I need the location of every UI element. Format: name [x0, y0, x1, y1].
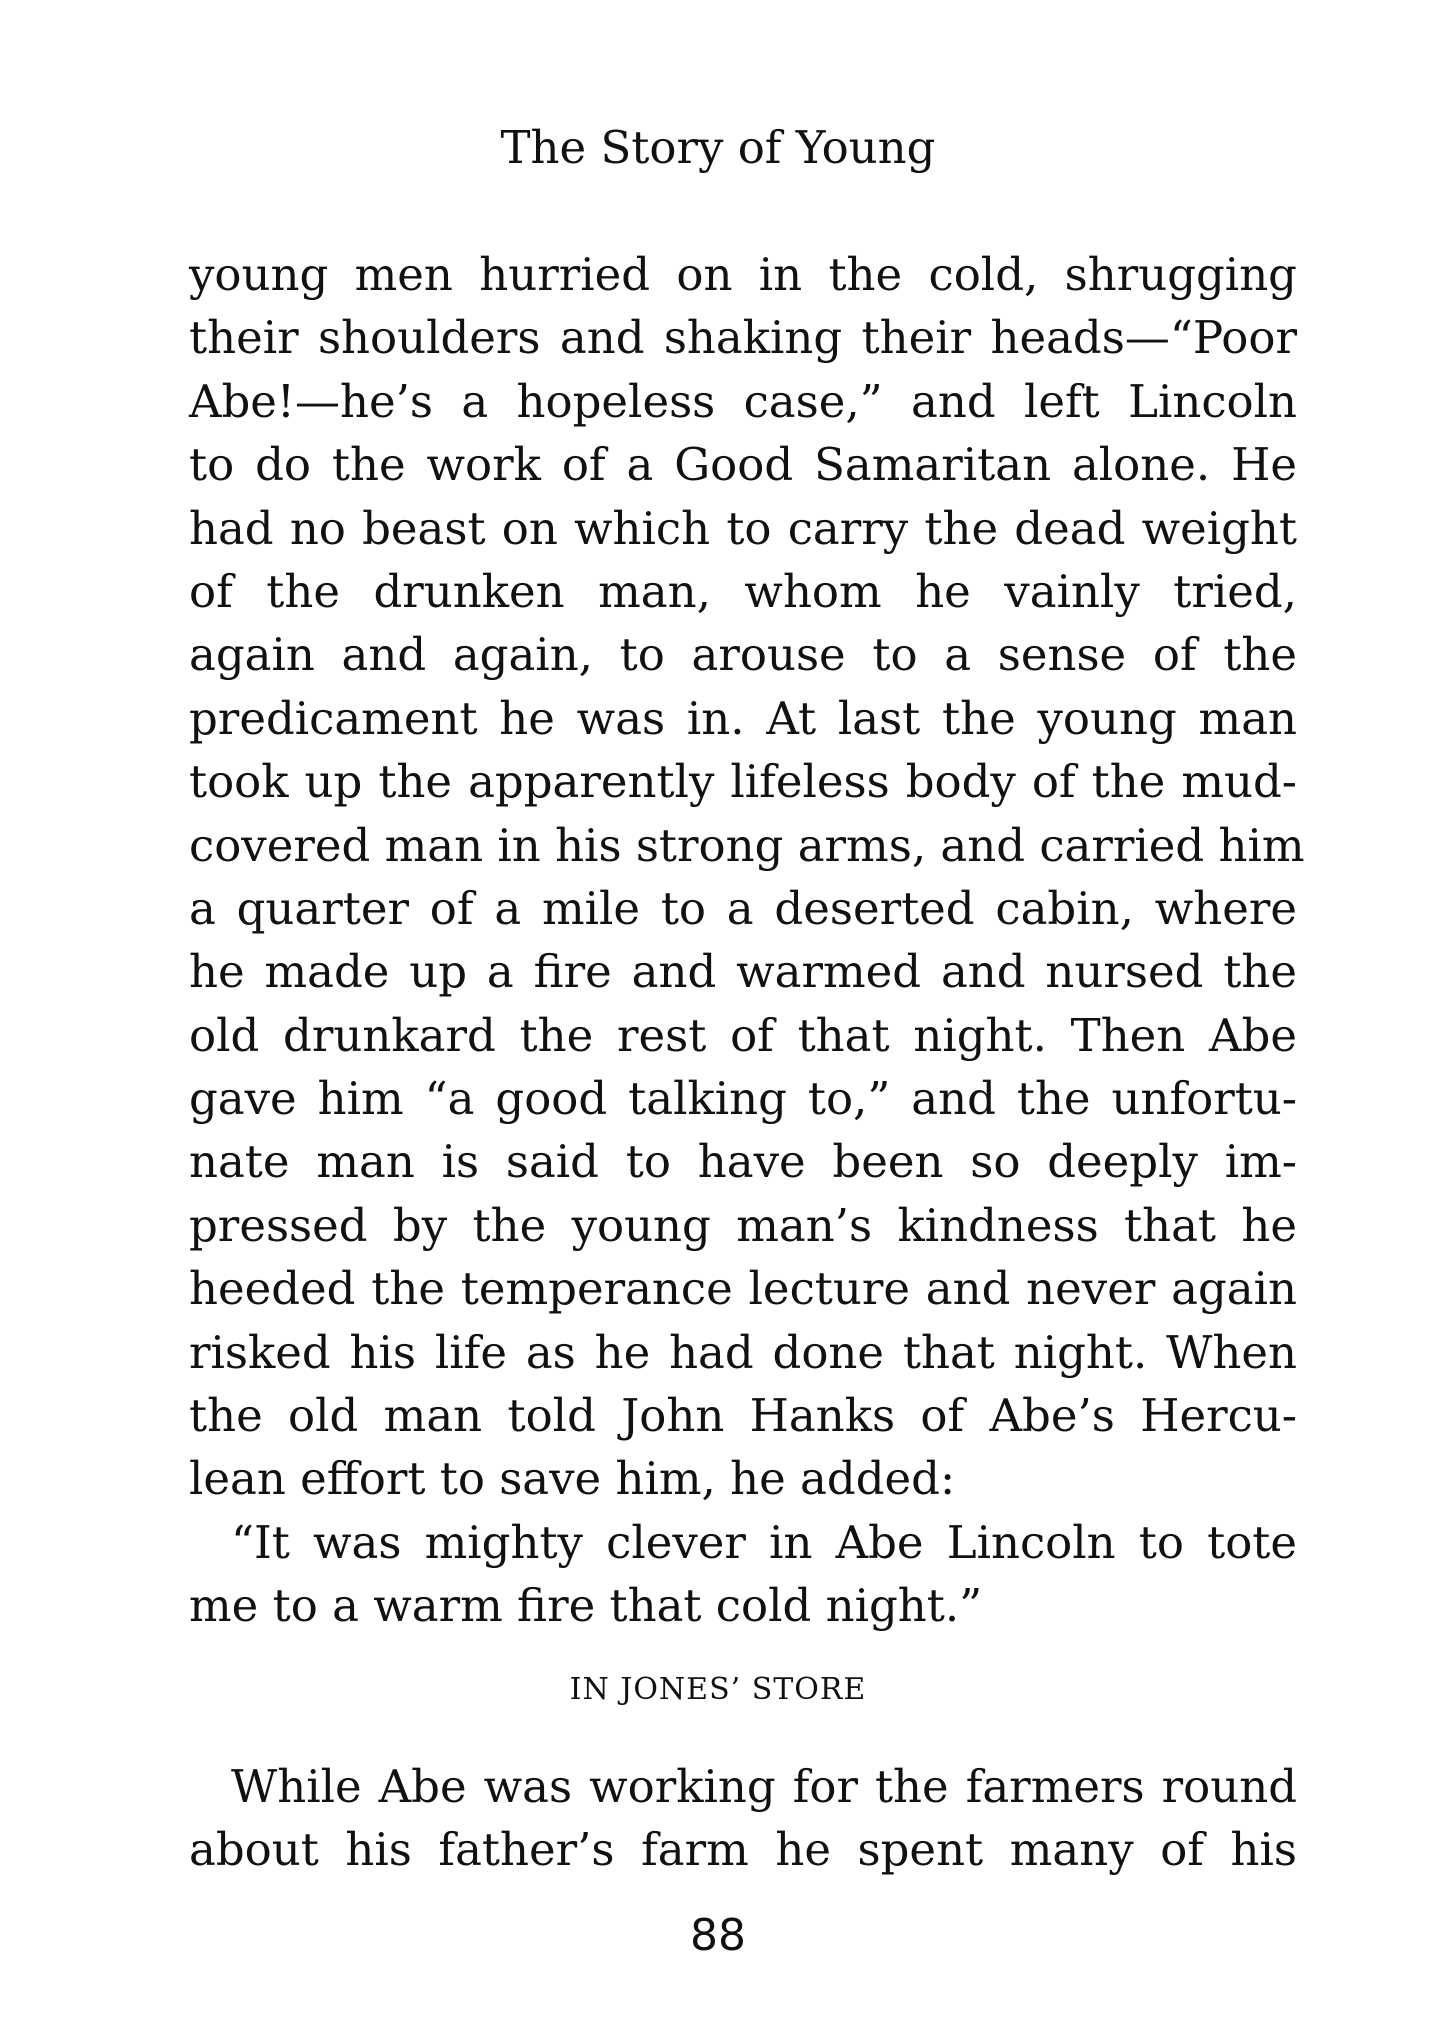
section-heading: IN JONES’ STORE	[569, 1672, 867, 1707]
paragraph-1	[189, 243, 1305, 1638]
text-line: covered man in his strong arms, and carried him	[189, 818, 1305, 872]
text-line: of the drunken man, whom he vainly tried,	[189, 564, 1297, 618]
running-head: The Story of Young	[500, 121, 936, 174]
text-line: Abe!—he’s a hopeless case,” and left Lincoln	[189, 374, 1297, 428]
text-line: nate man is said to have been so deeply im-	[189, 1135, 1297, 1189]
text-line: risked his life as he had done that night. When	[189, 1325, 1297, 1379]
page-number: 88	[690, 1910, 746, 1961]
text-line: again and again, to arouse to a sense of the	[189, 628, 1297, 682]
text-line: heeded the temperance lecture and never again	[189, 1262, 1297, 1316]
text-line: he made up a fire and warmed and nursed the	[189, 945, 1297, 999]
text-line: old drunkard the rest of that night. Then Abe	[189, 1008, 1297, 1062]
text-line: gave him “a good talking to,” and the unfortu-	[189, 1072, 1297, 1126]
text-line: While Abe was working for the farmers round	[231, 1760, 1297, 1813]
quote-line: “It was mighty clever in Abe Lincoln to tote	[231, 1515, 1297, 1569]
text-line: had no beast on which to carry the dead weight	[189, 501, 1297, 555]
text-line: young men hurried on in the cold, shrugging	[189, 248, 1297, 301]
text-line: predicament he was in. At last the young man	[189, 691, 1297, 745]
text-line: a quarter of a mile to a deserted cabin, where	[189, 881, 1297, 935]
text-line: the old man told John Hanks of Abe’s Hercu-	[189, 1389, 1297, 1443]
text-line: pressed by the young man’s kindness that he	[189, 1198, 1297, 1252]
text-line: their shoulders and shaking their heads—“Poor	[189, 311, 1297, 365]
quote-line: me to a warm fire that cold night.”	[189, 1579, 983, 1633]
text-line: took up the apparently lifeless body of the mud-	[189, 755, 1297, 809]
text-line: lean effort to save him, he added:	[189, 1452, 956, 1506]
text-line: about his father’s farm he spent many of his	[189, 1823, 1297, 1877]
text-line: to do the work of a Good Samaritan alone. He	[189, 438, 1297, 492]
paragraph-3	[189, 1755, 1297, 1882]
